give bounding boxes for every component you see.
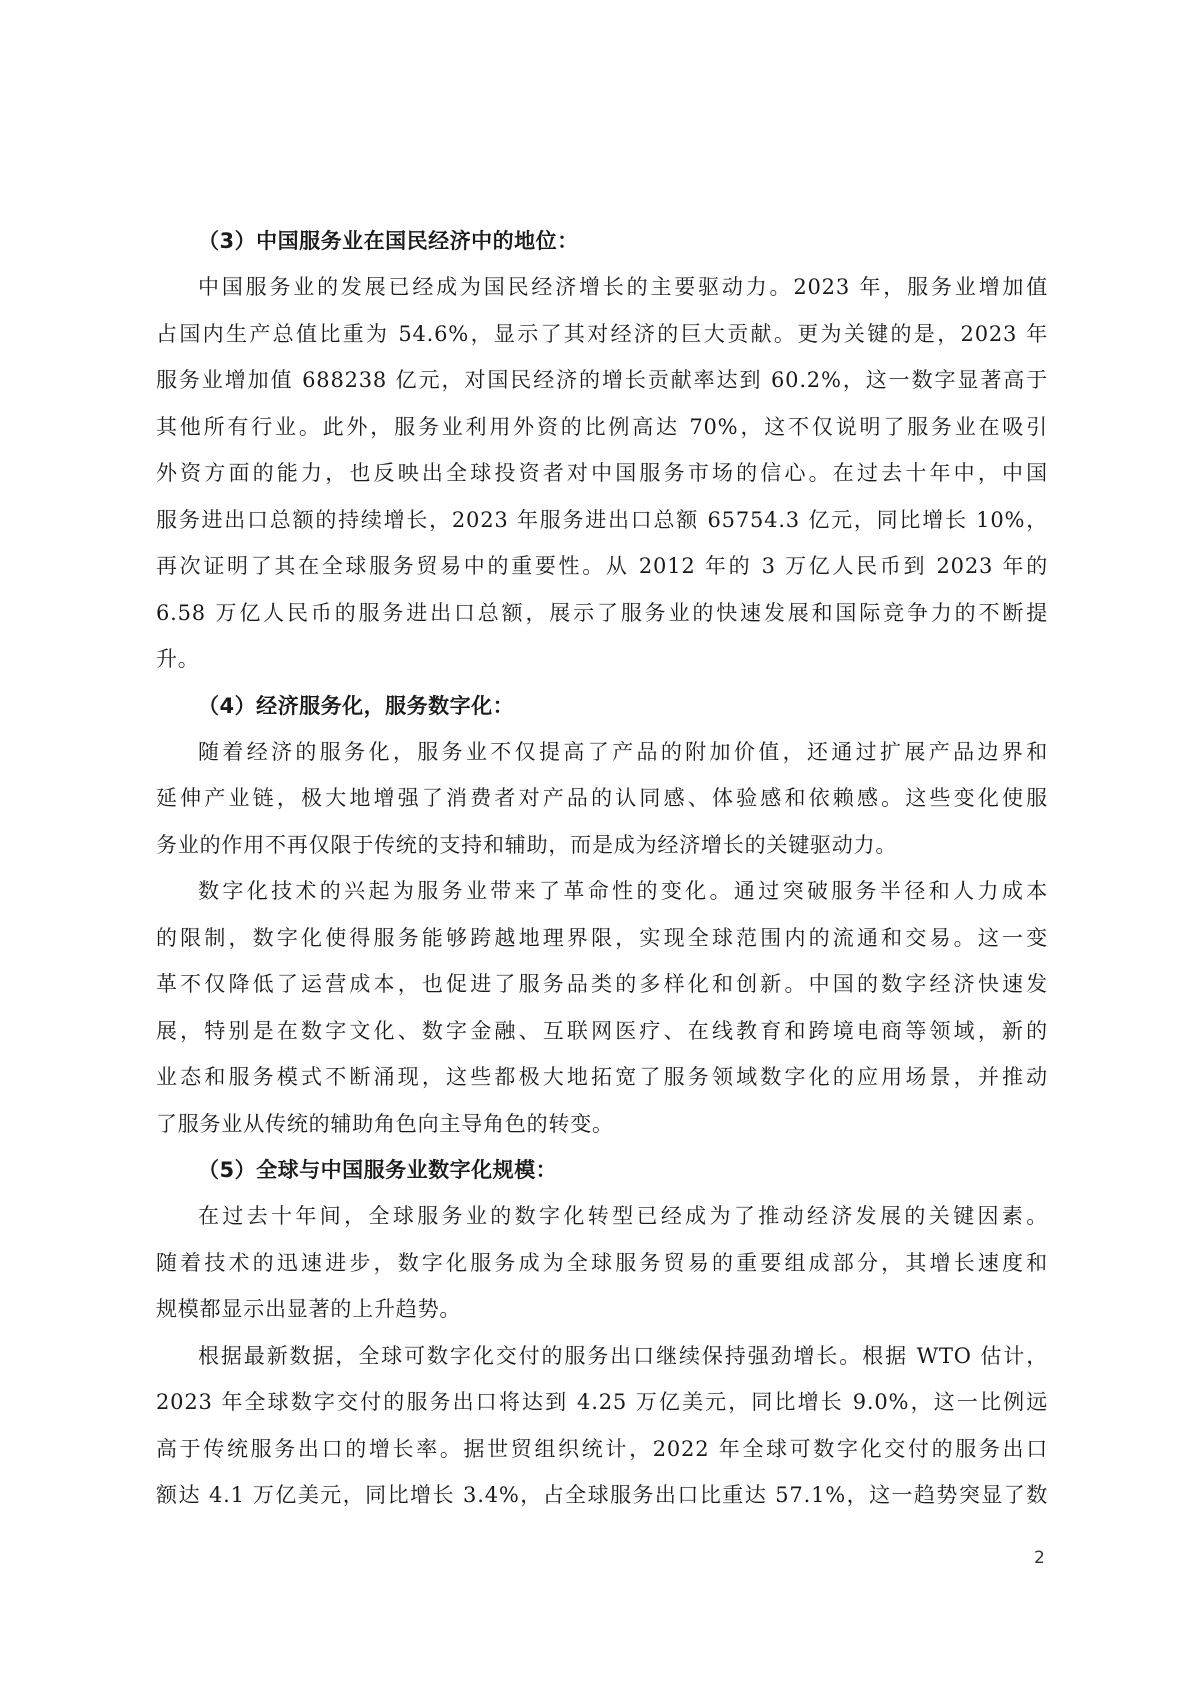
text-line: 数字化技术的兴起为服务业带来了革命性的变化。通过突破服务半径和人力成本 [198, 879, 1048, 903]
document-page [156, 218, 1048, 1519]
paragraph [156, 729, 1048, 869]
text-line: 随着经济的服务化，服务业不仅提高了产品的附加价值，还通过扩展产品边界和 [198, 739, 1048, 764]
text-line: 高于传统服务出口的增长率。据世贸组织统计，2022 年全球可数字化交付的服务出口 [156, 1436, 1048, 1461]
text-line: 外资方面的能力，也反映出全球投资者对中国服务市场的信心。在过去十年中，中国 [156, 461, 1048, 485]
text-line: 业态和服务模式不断涌现，这些都极大地拓宽了服务领域数字化的应用场景，并推动 [156, 1065, 1048, 1089]
paragraph [156, 868, 1048, 1147]
text-line: 展，特别是在数字文化、数字金融、互联网医疗、在线教育和跨境电商等领域，新的 [156, 1018, 1048, 1043]
text-line: 再次证明了其在全球服务贸易中的重要性。从 2012 年的 3 万亿人民币到 2023 年的 [156, 554, 1048, 578]
paragraph [156, 1193, 1048, 1333]
text-line: 了服务业从传统的辅助角色向主导角色的转变。 [156, 1111, 614, 1136]
paragraph [156, 264, 1048, 683]
text-line: 革不仅降低了运营成本，也促进了服务品类的多样化和创新。中国的数字经济快速发 [156, 972, 1048, 996]
text-line: 延伸产业链，极大地增强了消费者对产品的认同感、体验感和依赖感。这些变化使服 [156, 786, 1048, 810]
section-heading-5: （5）全球与中国服务业数字化规模： [198, 1158, 558, 1182]
text-line: 服务业增加值 688238 亿元，对国民经济的增长贡献率达到 60.2%，这一数字显著高于 [156, 368, 1048, 392]
text-line: 根据最新数据，全球可数字化交付的服务出口继续保持强劲增长。根据 WTO 估计， [198, 1343, 1048, 1368]
text-line: 升。 [156, 647, 200, 671]
page-number: 2 [1034, 1548, 1045, 1568]
text-line: 随着技术的迅速进步，数字化服务成为全球服务贸易的重要组成部分，其增长速度和 [156, 1250, 1048, 1275]
text-line: 6.58 万亿人民币的服务进出口总额，展示了服务业的快速发展和国际竞争力的不断提 [156, 600, 1048, 625]
text-line: 2023 年全球数字交付的服务出口将达到 4.25 万亿美元，同比增长 9.0%，这一比例远 [156, 1390, 1048, 1414]
text-line: 中国服务业的发展已经成为国民经济增长的主要驱动力。2023 年，服务业增加值 [198, 275, 1048, 299]
section-heading-3: （3）中国服务业在国民经济中的地位： [198, 229, 579, 253]
section-heading-4: （4）经济服务化，服务数字化： [198, 693, 515, 718]
text-line: 占国内生产总值比重为 54.6%，显示了其对经济的巨大贡献。更为关键的是，2023 年 [156, 321, 1048, 346]
text-line: 额达 4.1 万亿美元，同比增长 3.4%，占全球服务出口比重达 57.1%，这一趋势突显了数 [156, 1483, 1048, 1507]
paragraph [156, 1333, 1048, 1519]
text-line: 服务进出口总额的持续增长，2023 年服务进出口总额 65754.3 亿元，同比增长 10%， [156, 507, 1048, 532]
text-line: 其他所有行业。此外，服务业利用外资的比例高达 70%，这不仅说明了服务业在吸引 [156, 414, 1048, 439]
text-line: 务业的作用不再仅限于传统的支持和辅助，而是成为经济增长的关键驱动力。 [156, 832, 898, 857]
text-line: 规模都显示出显著的上升趋势。 [156, 1297, 462, 1321]
text-line: 的限制，数字化使得服务能够跨越地理界限，实现全球范围内的流通和交易。这一变 [156, 925, 1048, 950]
text-line: 在过去十年间，全球服务业的数字化转型已经成为了推动经济发展的关键因素。 [198, 1204, 1048, 1228]
